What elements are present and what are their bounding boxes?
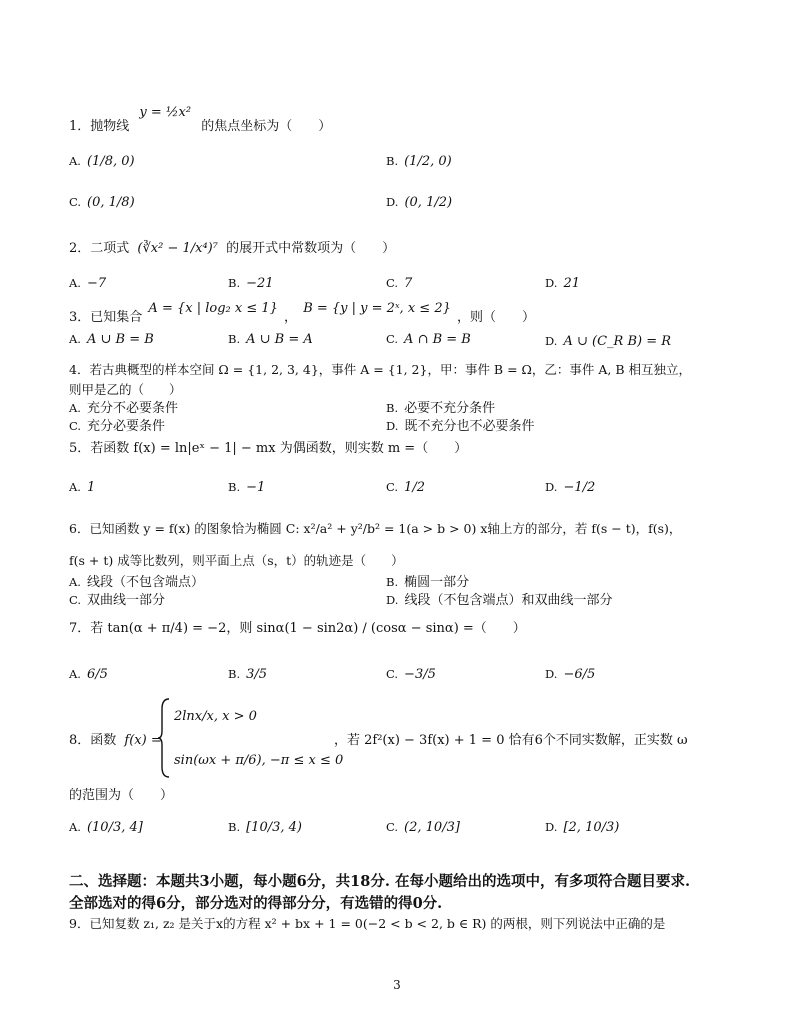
question-4-line2: 则甲是乙的（ ）	[69, 382, 182, 397]
question-5: 5．若函数 f(x) = ln|eˣ − 1| − mx 为偶函数，则实数 m =（ ）	[69, 441, 468, 456]
q2-option-b[interactable]: B. −21	[228, 276, 274, 291]
q1-tail: 的焦点坐标为（ ）	[201, 119, 332, 134]
q2-tail: 的展开式中常数项为（ ）	[226, 241, 396, 256]
question-4-line1: 4．若古典概型的样本空间 Ω = {1, 2, 3, 4}，事件 A = {1, 2}，甲：事件 B = Ω，乙：事件 A, B 相互独立，	[69, 362, 691, 377]
q3-tail: ，则（ ）	[457, 310, 536, 325]
q1-option-a[interactable]: A. (1/8, 0)	[69, 154, 135, 169]
q3-option-c[interactable]: C. A ∩ B = B	[386, 332, 471, 347]
q4-option-a[interactable]: A. 充分不必要条件	[69, 401, 178, 416]
q2-label: 2．二项式	[69, 241, 130, 256]
question-8	[69, 732, 162, 750]
q8-option-b[interactable]: B. [10/3, 4)	[228, 820, 302, 835]
q8-tail: ，若 2f²(x) − 3f(x) + 1 = 0 恰有6个不同实数解，正实数 ω	[334, 733, 688, 748]
q8-case-1: 2lnx/x, x > 0	[174, 709, 257, 724]
q3-set-a: A = {x | log₂ x ≤ 1}	[148, 301, 278, 316]
q8-line2: 的范围为（ ）	[69, 788, 174, 803]
q4-option-c[interactable]: C. 充分必要条件	[69, 419, 166, 434]
q8-option-a[interactable]: A. (10/3, 4]	[69, 820, 143, 835]
q5-option-c[interactable]: C. 1/2	[386, 480, 425, 495]
q6-option-a[interactable]: A. 线段（不包含端点）	[69, 575, 204, 590]
q8-fx: f(x) =	[124, 733, 162, 748]
q3-set-b: B = {y | y = 2ˣ, x ≤ 2}	[303, 301, 451, 316]
q1-formula: y = ½x²	[139, 105, 192, 120]
q1-option-d[interactable]: D. (0, 1/2)	[386, 195, 453, 210]
q7-option-a[interactable]: A. 6/5	[69, 667, 108, 682]
question-6-line1: 6．已知函数 y = f(x) 的图象恰为椭圆 C: x²/a² + y²/b² = 1(a > b > 0) x轴上方的部分，若 f(s − t)，f(s)，	[69, 521, 682, 536]
q6-option-c[interactable]: C. 双曲线一部分	[69, 593, 166, 608]
q7-option-d[interactable]: D. −6/5	[545, 667, 596, 682]
q1-option-c[interactable]: C. (0, 1/8)	[69, 195, 135, 210]
q5-option-a[interactable]: A. 1	[69, 480, 96, 495]
q2-option-a[interactable]: A. −7	[69, 276, 107, 291]
page-number: 3	[393, 978, 401, 992]
question-9: 9．已知复数 z₁, z₂ 是关于x的方程 x² + bx + 1 = 0(−2 < b < 2, b ∈ R) 的两根，则下列说法中正确的是	[69, 916, 666, 931]
question-3: 3．已知集合 A = {x | log₂ x ≤ 1} ， B = {y | y = 2ˣ, x ≤ 2} ，则（ ）	[69, 301, 536, 325]
q1-label: 1．抛物线	[69, 119, 130, 134]
q8-case-brace	[157, 697, 171, 779]
q3-option-a[interactable]: A. A ∪ B = B	[69, 332, 154, 347]
q5-option-d[interactable]: D. −1/2	[545, 480, 596, 495]
q7-option-c[interactable]: C. −3/5	[386, 667, 436, 682]
q6-option-d[interactable]: D. 线段（不包含端点）和双曲线一部分	[386, 593, 613, 608]
q6-option-b[interactable]: B. 椭圆一部分	[386, 575, 470, 590]
q8-option-d[interactable]: D. [2, 10/3)	[545, 820, 620, 835]
q2-formula: (∛x² − 1/x⁴)⁷	[137, 241, 218, 256]
question-6-line2: f(s + t) 成等比数列，则平面上点（s，t）的轨迹是（ ）	[69, 553, 404, 568]
q8-option-c[interactable]: C. (2, 10/3]	[386, 820, 460, 835]
q2-option-d[interactable]: D. 21	[545, 276, 581, 291]
q2-option-c[interactable]: C. 7	[386, 276, 413, 291]
q5-option-b[interactable]: B. −1	[228, 480, 266, 495]
q1-option-b[interactable]: B. (1/2, 0)	[386, 154, 452, 169]
q3-option-b[interactable]: B. A ∪ B = A	[228, 332, 313, 347]
q4-option-d[interactable]: D. 既不充分也不必要条件	[386, 419, 535, 434]
q4-option-b[interactable]: B. 必要不充分条件	[386, 401, 496, 416]
question-2	[69, 240, 395, 258]
q3-option-d[interactable]: D. A ∪ (C_R B) = R	[545, 334, 672, 349]
q7-option-b[interactable]: B. 3/5	[228, 667, 268, 682]
q8-case-2: sin(ωx + π/6), −π ≤ x ≤ 0	[174, 753, 344, 768]
section-2-heading: 二、选择题：本题共3小题，每小题6分，共18分. 在每小题给出的选项中，有多项符合题目要求. 全部选对的得6分，部分选对的得部分分，有选错的得0分.	[69, 873, 690, 912]
question-7: 7．若 tan(α + π/4) = −2，则 sinα(1 − sin2α) / (cosα − sinα) =（ ）	[69, 621, 526, 636]
question-1	[69, 105, 332, 136]
q3-label: 3．已知集合	[69, 310, 143, 325]
q8-label: 8．函数	[69, 733, 117, 748]
